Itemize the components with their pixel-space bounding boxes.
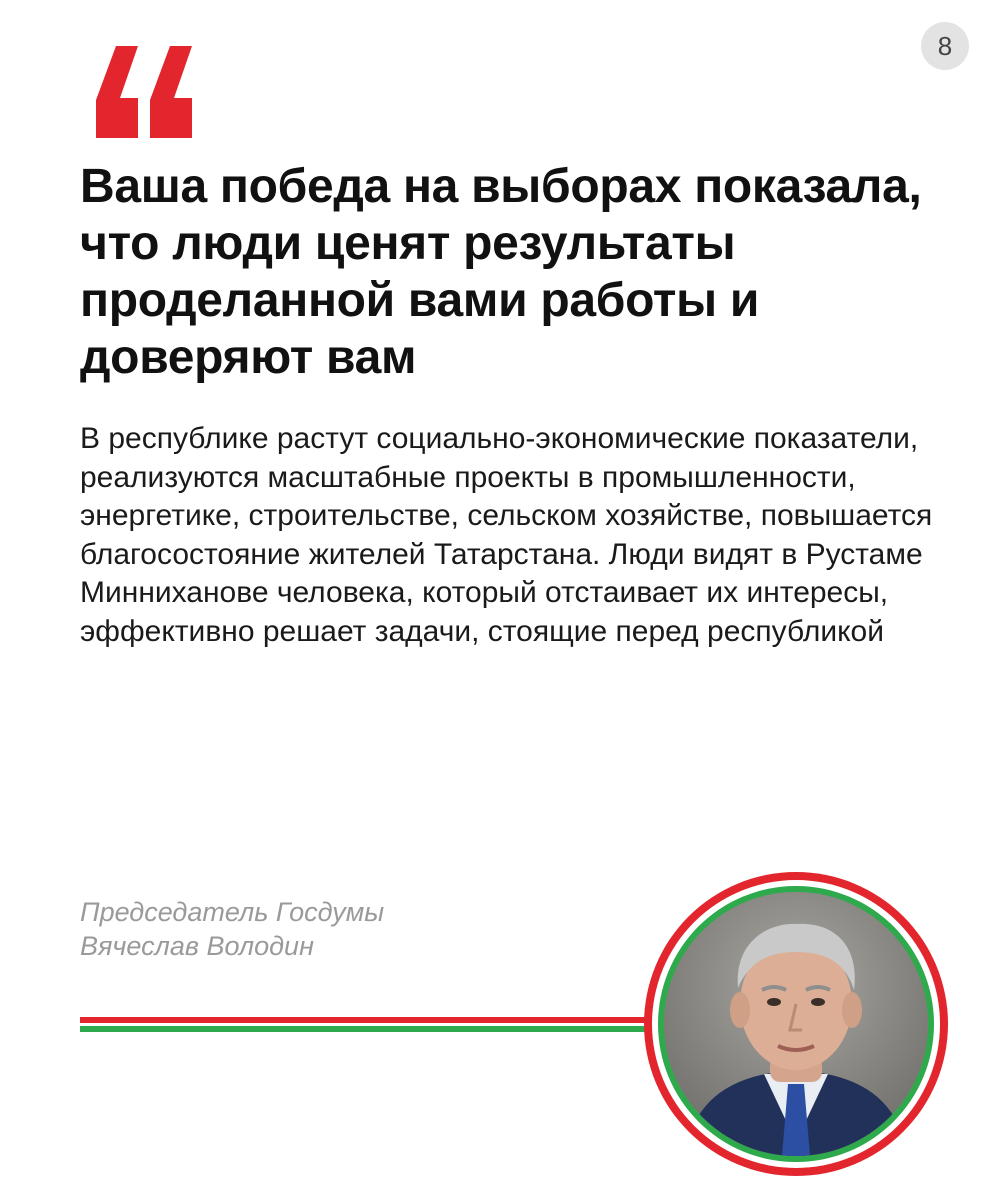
- quote-headline: Ваша победа на выборах показала, что люди ценят результаты проделанной вами работы и доверяют вам: [80, 160, 922, 384]
- green-stripe: [80, 1026, 680, 1032]
- portrait-frame: [644, 872, 948, 1176]
- portrait-illustration: [664, 892, 928, 1156]
- red-stripe: [80, 1017, 680, 1023]
- quotation-mark-icon: [94, 46, 194, 138]
- attribution: [80, 895, 600, 963]
- speaker-position: Председатель Госдумы: [80, 897, 385, 927]
- page-number-badge: 8: [921, 22, 969, 70]
- speaker-name: Вячеслав Володин: [80, 931, 314, 961]
- speaker-portrait: [664, 892, 928, 1156]
- quote-body: В республике растут социально-экономические показатели, реализуются масштабные проекты в промышленности, энергетике, строительстве, сельском хозяйстве, повышается благосостояние жителей Татарстана. Люди видят в Рустаме Минниханове человека, который отстаивает их интересы, эффективно решает задачи, стоящие перед республикой: [80, 422, 933, 648]
